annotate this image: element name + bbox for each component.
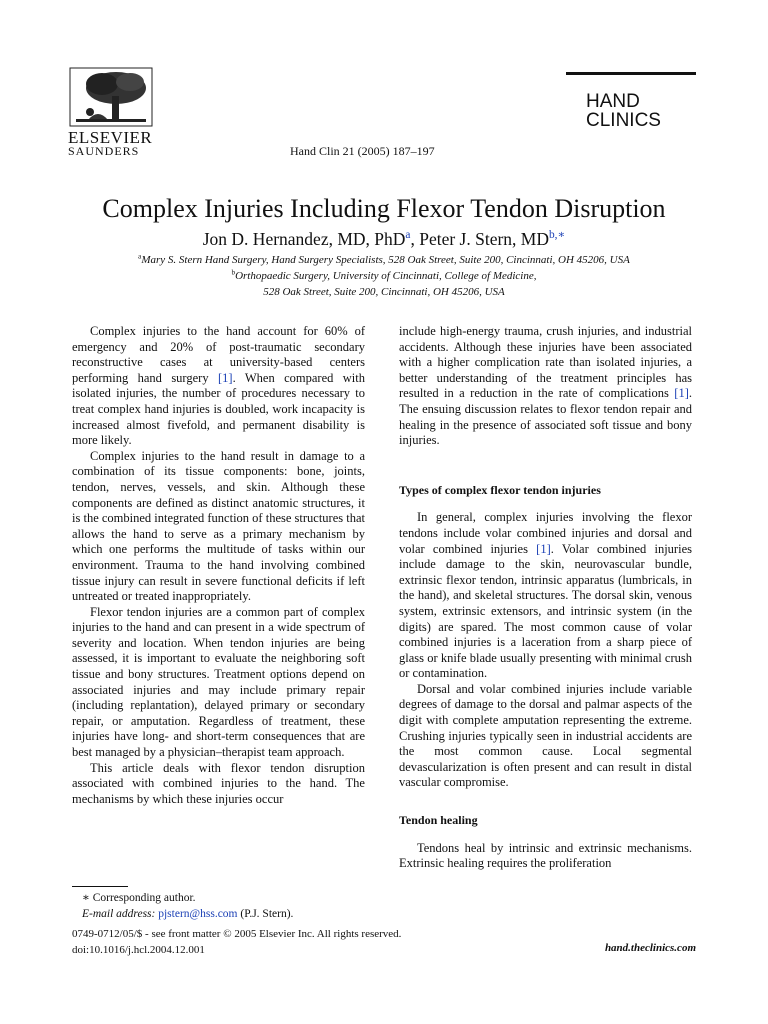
left-column	[72, 324, 365, 807]
paragraph: Flexor tendon injuries are a common part of complex injuries to the hand and can present in a wide spectrum of severity and location. When tendon injuries are being assessed, it is important to evaluate the neighboring soft tissue and bony structures. Treatment options depend on associated injuries and may include primary repair (including replantation), delayed primary or secondary repair, or amputation. Regardless of treatment, these injuries have long- and short-term consequences that are best managed by a physician–therapist team approach.	[72, 604, 365, 760]
journal-website[interactable]: hand.theclinics.com	[604, 942, 696, 954]
publisher-imprint: SAUNDERS	[68, 144, 140, 158]
right-column	[399, 324, 692, 872]
citation-link[interactable]: [1]	[217, 370, 233, 385]
author-1-affil-link[interactable]: a	[405, 229, 411, 242]
paragraph: include high-energy trauma, crush injuries, and industrial accidents. Although these injuries have been associated with a higher complication rate than isolated injuries, a better understanding of the treatment principles has resulted in a reduction in the rate of complications [1]. The ensuing discussion relates to flexor tendon repair and healing in the presence of associated soft tissue and bony injuries.	[399, 324, 692, 448]
citation-link[interactable]: [1]	[674, 386, 689, 401]
journal-citation: Hand Clin 21 (2005) 187–197	[290, 144, 435, 158]
paragraph: Complex injuries to the hand result in damage to a combination of its tissue components: bone, joints, tendon, nerves, vessels, and skin. Although these components are defined as distinct anatomic structures, it is the combined integrated function of these structures that allows the hand to serve as a primary mechanism by which one performs the multitude of tasks within our environment. Trauma to the hand involving combined tissue injury can result in severe functional deficits if left untreated or treated inappropriately.	[72, 448, 365, 604]
doi-line: doi:10.1016/j.hcl.2004.12.001	[72, 944, 205, 956]
brand-line-2: CLINICS	[586, 110, 661, 131]
paragraph: Tendons heal by intrinsic and extrinsic mechanisms. Extrinsic healing requires the proliferation	[399, 840, 692, 871]
author-list	[0, 229, 768, 250]
email-note: E-mail address: pjstern@hss.com (P.J. Stern).	[82, 908, 294, 920]
article-title: Complex Injuries Including Flexor Tendon Disruption	[102, 194, 666, 223]
affiliation-a: $^a$Mary S. Stern Hand Surgery, Hand Surgery Specialists, 528 Oak Street, Suite 200, Cincinnati, OH 45206, USA	[138, 252, 630, 266]
section-heading: Tendon healing	[399, 813, 478, 828]
footnote-rule	[72, 886, 128, 887]
copyright-line: 0749-0712/05/$ - see front matter © 2005 Elsevier Inc. All rights reserved.	[72, 928, 402, 940]
publisher-logo	[68, 66, 158, 157]
citation-link[interactable]: [1]	[536, 541, 551, 556]
elsevier-tree-icon	[68, 66, 154, 128]
affiliations	[0, 252, 768, 300]
section-heading: Types of complex flexor tendon injuries	[399, 482, 601, 497]
paragraph: Complex injuries to the hand account for 60% of emergency and 20% of post-traumatic secondary reconstructive cases at university-based centers performing hand surgery [1]. When compared with isolated injuries, the number of procedures necessary to treat complex hand injuries is doubled, work incapacity is increased almost fivefold, and permanent disability is more likely.	[72, 324, 365, 448]
paragraph: Dorsal and volar combined injuries include variable degrees of damage to the dorsal and palmar aspects of the digit with complete amputation representing the extreme. Crushing injuries typically seen in industrial accidents are the most common cause. Local segmental devascularization is often present and can result in distal vascular compromise.	[399, 681, 692, 790]
paragraph: In general, complex injuries involving the flexor tendons include volar combined injuries and dorsal and volar combined injuries [1]. Volar combined injuries include damage to the skin, neurovascular bundle, extrinsic flexor tendon, intrinsic apparatus (lumbricals, in the hand), and skeletal structures. The dorsal skin, venous system, extrinsic extensors, and intrinsic system (in the digits) are spared. The most common cause of volar combined injuries is a laceration from a sharp piece of glass or knife blade usually presenting with minimal crush or contamination.	[399, 510, 692, 681]
corresponding-author-note: ∗ Corresponding author.	[82, 892, 196, 904]
publisher-name: ELSEVIER	[68, 128, 153, 147]
author-2: , Peter J. Stern, MD	[410, 229, 549, 249]
page-footer	[72, 926, 401, 958]
affiliation-b-address: 528 Oak Street, Suite 200, Cincinnati, OH 45206, USA	[263, 286, 505, 298]
brand-rule	[566, 72, 696, 75]
journal-brand	[586, 92, 661, 130]
author-2-affil-link[interactable]: b,∗	[549, 229, 566, 242]
email-link[interactable]: pjstern@hss.com	[158, 908, 238, 920]
footnotes	[82, 890, 293, 922]
affiliation-b: $^b$Orthopaedic Surgery, University of Cincinnati, College of Medicine,	[231, 268, 537, 282]
author-1: Jon D. Hernandez, MD, PhD	[202, 229, 406, 249]
paragraph: This article deals with flexor tendon disruption associated with combined injuries to the hand. The mechanisms by which these injuries occur	[72, 760, 365, 806]
brand-line-1: HAND	[586, 91, 640, 112]
